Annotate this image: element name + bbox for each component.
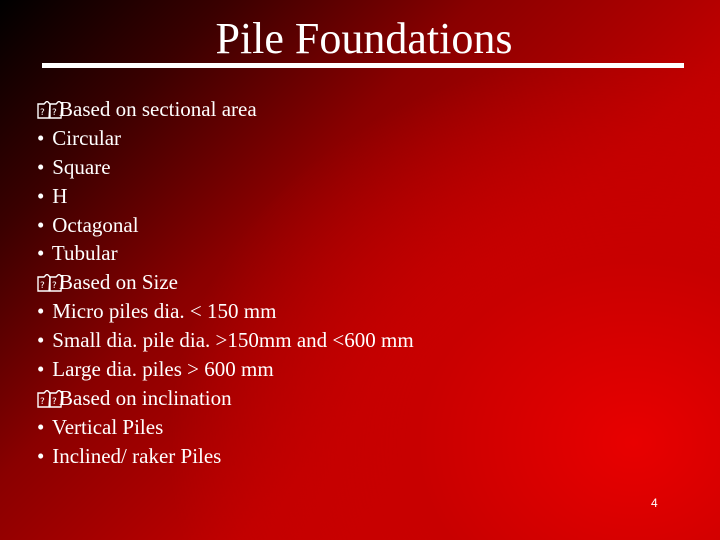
list-item	[37, 239, 697, 268]
list-item	[37, 211, 697, 240]
section-heading	[37, 384, 697, 413]
list-item-text: Vertical Piles	[51, 414, 164, 439]
bullet: •	[37, 241, 45, 266]
bullet: •	[37, 299, 45, 324]
list-item-text: Octagonal	[52, 212, 139, 237]
list-item	[37, 153, 697, 182]
section-heading-text: Based on Size	[59, 270, 178, 295]
slide-content	[37, 95, 697, 471]
svg-text:?: ?	[52, 396, 57, 407]
svg-text:?: ?	[40, 281, 45, 292]
list-item-text: Small dia. pile dia. >150mm and <600 mm	[52, 328, 414, 353]
list-item	[37, 297, 697, 326]
list-item	[37, 124, 697, 153]
title-underline	[42, 63, 684, 68]
list-item	[37, 182, 697, 211]
list-item-text: H	[52, 183, 68, 208]
svg-text:?: ?	[52, 108, 57, 118]
bullet: •	[37, 443, 45, 468]
section-heading	[37, 268, 697, 297]
bullet: •	[37, 125, 45, 150]
slide-title: Pile Foundations	[215, 14, 513, 63]
bullet: •	[37, 328, 45, 353]
list-item	[37, 442, 697, 471]
list-item-text: Large dia. piles > 600 mm	[52, 357, 274, 382]
section-heading-text: Based on inclination	[59, 385, 232, 410]
list-item-text: Inclined/ raker Piles	[52, 443, 222, 468]
list-item	[37, 326, 697, 355]
list-item-text: Tubular	[51, 241, 118, 266]
list-item-text: Square	[52, 154, 111, 179]
list-item	[37, 413, 697, 442]
bullet: •	[37, 183, 45, 208]
section-heading-text: Based on sectional area	[59, 97, 257, 121]
list-item-text: Micro piles dia. < 150 mm	[52, 299, 277, 324]
svg-text:?: ?	[52, 281, 57, 292]
bullet: •	[37, 357, 45, 382]
bullet: •	[37, 414, 45, 439]
svg-text:?: ?	[40, 396, 45, 407]
svg-text:?: ?	[40, 108, 45, 118]
bullet: •	[37, 212, 45, 237]
list-item-text: Circular	[52, 125, 122, 150]
list-item	[37, 355, 697, 384]
section-heading	[37, 95, 697, 124]
page-number: 4	[651, 496, 658, 510]
bullet: •	[37, 154, 45, 179]
